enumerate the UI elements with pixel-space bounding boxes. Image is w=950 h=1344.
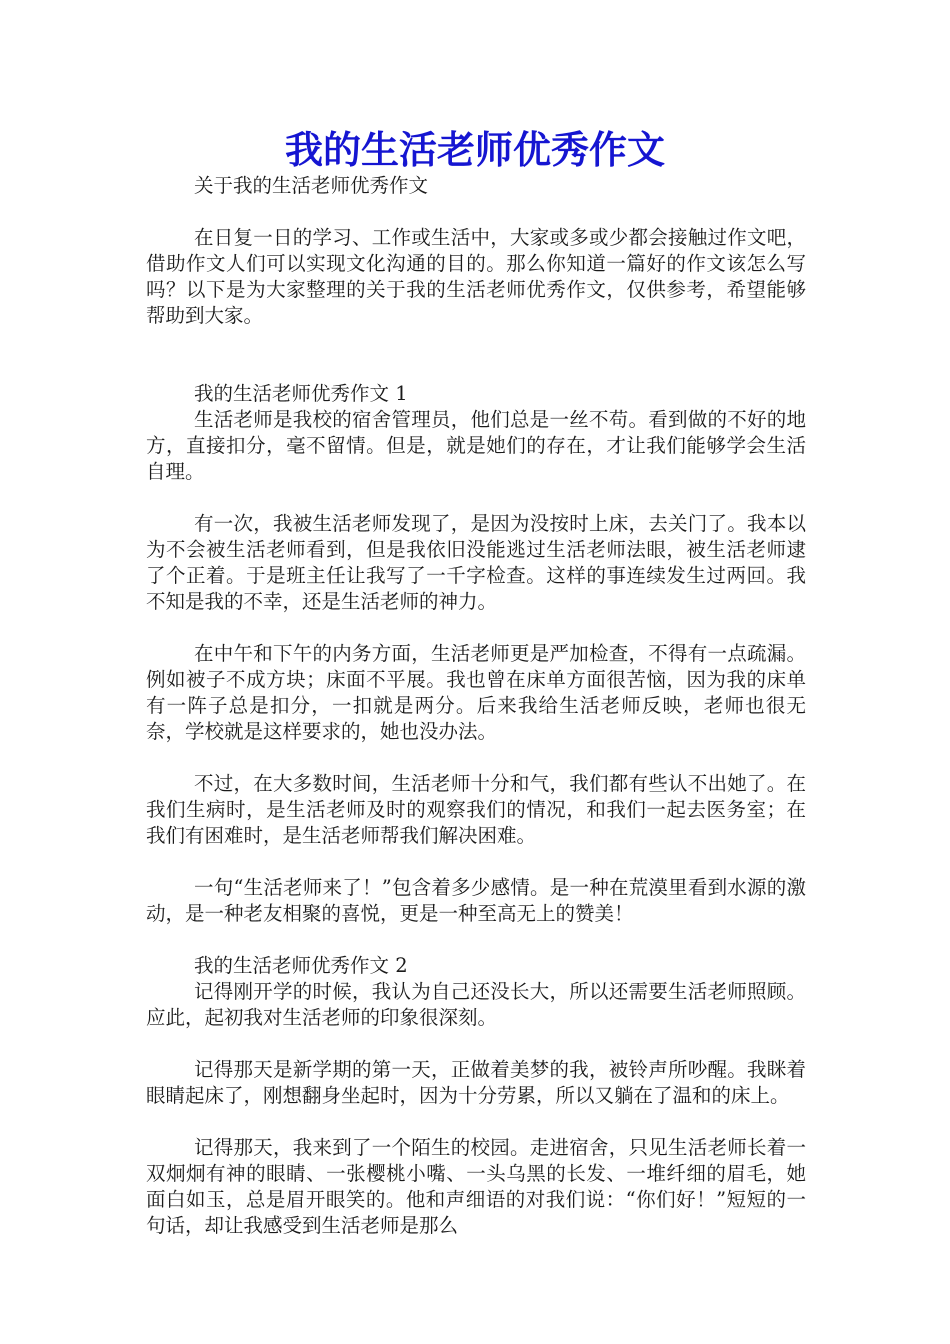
document-body: [146, 173, 806, 1239]
essay1-paragraph-4: 不过，在大多数时间，生活老师十分和气，我们都有些认不出她了。在我们生病时，是生活老师及时的观察我们的情况，和我们一起去医务室；在我们有困难时，是生活老师帮我们解决困难。: [146, 772, 806, 847]
spacer: [146, 615, 806, 641]
spacer: [146, 745, 806, 771]
spacer: [146, 1109, 806, 1135]
essay1-paragraph-1: 生活老师是我校的宿舍管理员，他们总是一丝不苟。看到做的不好的地方，直接扣分，毫不留情。但是，就是她们的存在，才让我们能够学会生活自理。: [146, 408, 806, 483]
essay2-paragraph-1: 记得刚开学的时候，我认为自己还没长大，所以还需要生活老师照顾。应此，起初我对生活老师的印象很深刻。: [146, 980, 806, 1029]
essay1-paragraph-3: 在中午和下午的内务方面，生活老师更是严加检查，不得有一点疏漏。例如被子不成方块；床面不平展。我也曾在床单方面很苦恼，因为我的床单有一阵子总是扣分，一扣就是两分。后来我给生活老师反映，老师也很无奈，学校就是这样要求的，她也没办法。: [146, 642, 806, 743]
essay2-heading: 我的生活老师优秀作文 2: [194, 954, 408, 977]
spacer: [146, 927, 806, 953]
essay1-heading: 我的生活老师优秀作文 1: [194, 382, 408, 405]
essay1-paragraph-2: 有一次，我被生活老师发现了，是因为没按时上床，去关门了。我本以为不会被生活老师看到，但是我依旧没能逃过生活老师法眼，被生活老师逮了个正着。于是班主任让我写了一千字检查。这样的事连续发生过两回。我不知是我的不幸，还是生活老师的神力。: [146, 512, 806, 613]
subtitle: 关于我的生活老师优秀作文: [194, 174, 429, 197]
spacer: [146, 329, 806, 381]
intro-paragraph: 在日复一日的学习、工作或生活中，大家或多或少都会接触过作文吧，借助作文人们可以实现文化沟通的目的。那么你知道一篇好的作文该怎么写吗？以下是为大家整理的关于我的生活老师优秀作文，仅供参考，希望能够帮助到大家。: [146, 226, 806, 327]
spacer: [146, 199, 806, 225]
essay2-paragraph-3: 记得那天，我来到了一个陌生的校园。走进宿舍，只见生活老师长着一双炯炯有神的眼睛、一张樱桃小嘴、一头乌黑的长发、一堆纤细的眉毛，她面白如玉，总是眉开眼笑的。他和声细语的对我们说：“你们好！”短短的一句话，却让我感受到生活老师是那么: [146, 1136, 806, 1237]
spacer: [146, 1031, 806, 1057]
spacer: [146, 485, 806, 511]
spacer: [146, 849, 806, 875]
essay2-paragraph-2: 记得那天是新学期的第一天，正做着美梦的我，被铃声所吵醒。我眯着眼睛起床了，刚想翻身坐起时，因为十分劳累，所以又躺在了温和的床上。: [146, 1058, 806, 1107]
document-title: 我的生活老师优秀作文: [284, 128, 665, 172]
essay1-paragraph-5: 一句“生活老师来了！”包含着多少感情。是一种在荒漠里看到水源的激动，是一种老友相聚的喜悦，更是一种至高无上的赞美！: [146, 876, 806, 925]
